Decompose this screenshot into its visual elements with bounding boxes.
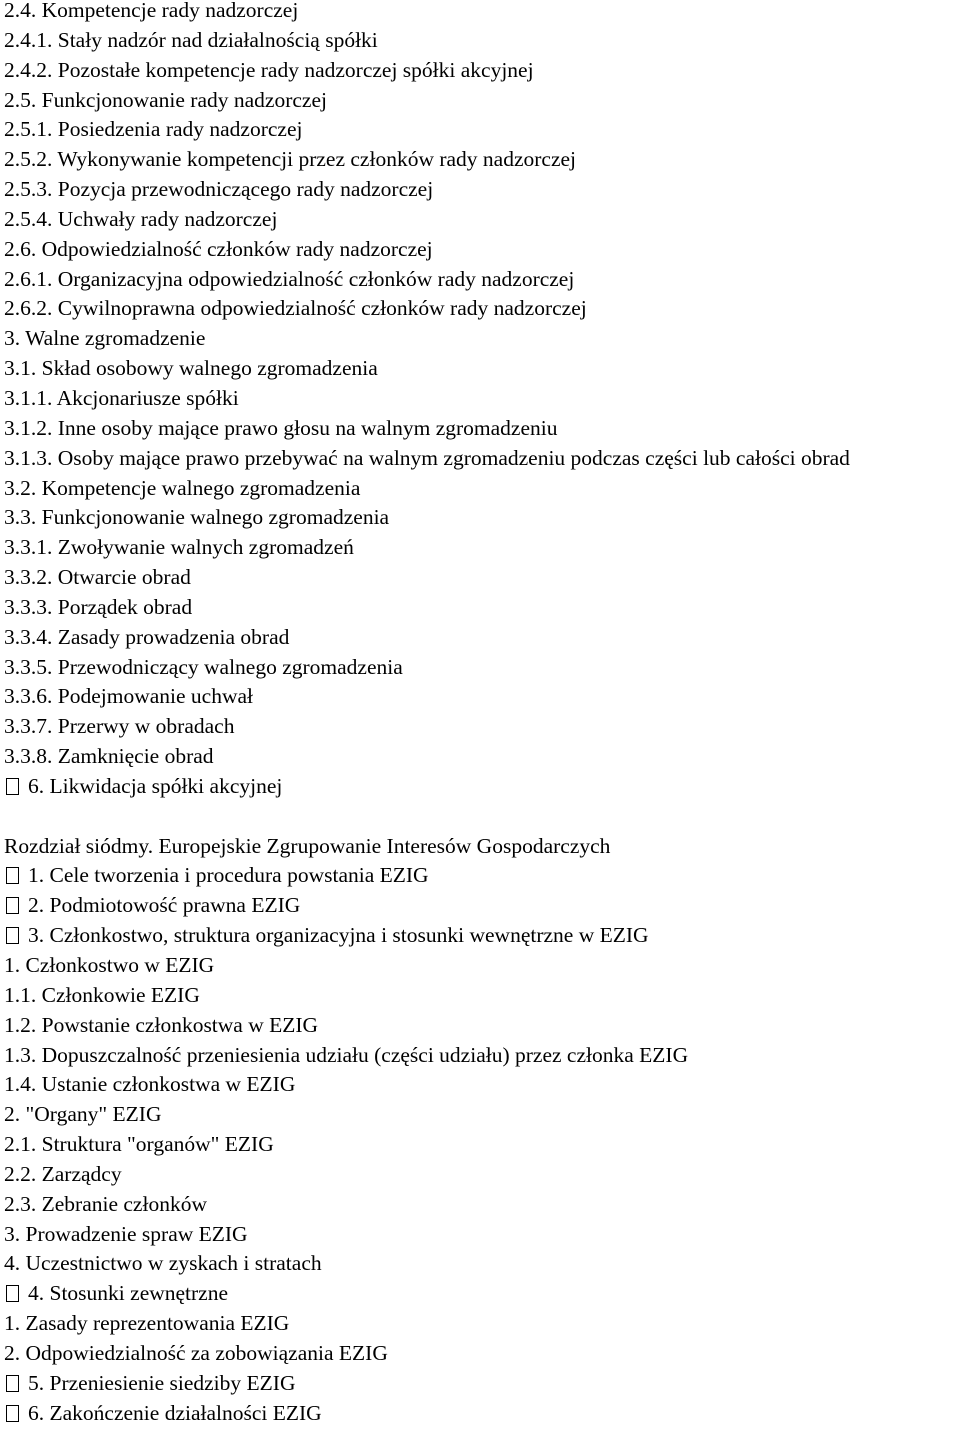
- toc-line-text: 2.6. Odpowiedzialność członków rady nadzorczej: [4, 236, 433, 261]
- toc-line-text: 2.5.4. Uchwały rady nadzorczej: [4, 206, 278, 231]
- document-text: [4, 0, 956, 1429]
- toc-line-text: 6. Zakończenie działalności EZIG: [28, 1400, 322, 1425]
- toc-line: [4, 653, 956, 683]
- toc-line-text: 6. Likwidacja spółki akcyjnej: [28, 773, 283, 798]
- toc-line-text: 3.3.6. Podejmowanie uchwał: [4, 684, 253, 709]
- toc-line: [4, 294, 956, 324]
- toc-line-text: 4. Uczestnictwo w zyskach i stratach: [4, 1251, 322, 1276]
- toc-line: [4, 742, 956, 772]
- toc-line-text: Rozdział siódmy. Europejskie Zgrupowanie Interesów Gospodarczych: [4, 833, 611, 858]
- toc-line-text: 3.1. Skład osobowy walnego zgromadzenia: [4, 356, 378, 381]
- toc-line: [4, 1309, 956, 1339]
- toc-line: [4, 384, 956, 414]
- toc-line: [4, 682, 956, 712]
- toc-line-text: 2. "Organy" EZIG: [4, 1102, 162, 1127]
- blank-line: [4, 802, 956, 832]
- toc-line-text: 2.5.1. Posiedzenia rady nadzorczej: [4, 117, 303, 142]
- toc-line-text: 3. Członkostwo, struktura organizacyjna i stosunki wewnętrzne w EZIG: [28, 923, 649, 948]
- checkbox-glyph-icon: [6, 1285, 19, 1302]
- toc-line-text: 5. Przeniesienie siedziby EZIG: [28, 1370, 296, 1395]
- toc-line-text: 1. Członkostwo w EZIG: [4, 953, 215, 977]
- toc-line-text: 1.4. Ustanie członkostwa w EZIG: [4, 1072, 296, 1097]
- toc-line-text: 3.1.1. Akcjonariusze spółki: [4, 385, 239, 410]
- toc-line: [4, 981, 956, 1011]
- toc-line: [4, 1249, 956, 1279]
- toc-line: [4, 1399, 956, 1429]
- toc-line-text: 3.1.2. Inne osoby mające prawo głosu na walnym zgromadzeniu: [4, 415, 558, 440]
- toc-line-text: 2.5. Funkcjonowanie rady nadzorczej: [4, 87, 327, 112]
- toc-line-text: 3.3. Funkcjonowanie walnego zgromadzenia: [4, 505, 390, 530]
- toc-line-text: 2. Odpowiedzialność za zobowiązania EZIG: [4, 1340, 388, 1365]
- toc-line: [4, 623, 956, 653]
- toc-line: [4, 0, 956, 26]
- toc-line: [4, 1041, 956, 1071]
- toc-line: [4, 1070, 956, 1100]
- toc-line: [4, 86, 956, 116]
- toc-line-text: 2.5.2. Wykonywanie kompetencji przez członków rady nadzorczej: [4, 147, 577, 172]
- toc-line: [4, 563, 956, 593]
- toc-line-text: 1. Cele tworzenia i procedura powstania EZIG: [28, 863, 429, 888]
- toc-line-text: 3. Walne zgromadzenie: [4, 326, 206, 351]
- toc-line: [4, 1369, 956, 1399]
- toc-line-text: 2.2. Zarządcy: [4, 1161, 122, 1186]
- toc-line-text: 2.6.2. Cywilnoprawna odpowiedzialność członków rady nadzorczej: [4, 296, 587, 321]
- toc-line-text: 1.3. Dopuszczalność przeniesienia udziału (części udziału) przez członka EZIG: [4, 1042, 689, 1067]
- toc-line: [4, 324, 956, 354]
- toc-line-text: 1. Zasady reprezentowania EZIG: [4, 1311, 290, 1336]
- toc-line: [4, 772, 956, 802]
- toc-line: [4, 891, 956, 921]
- toc-line-text: 3.3.4. Zasady prowadzenia obrad: [4, 624, 290, 649]
- toc-line: [4, 533, 956, 563]
- toc-line-text: 4. Stosunki zewnętrzne: [28, 1281, 229, 1306]
- toc-line-text: 2.1. Struktura "organów" EZIG: [4, 1132, 274, 1157]
- toc-line-text: 2.6.1. Organizacyjna odpowiedzialność członków rady nadzorczej: [4, 266, 575, 291]
- toc-line-text: 3.1.3. Osoby mające prawo przebywać na walnym zgromadzeniu podczas części lub całości obrad: [4, 445, 850, 470]
- toc-line: [4, 1011, 956, 1041]
- toc-line: [4, 861, 956, 891]
- toc-line: [4, 503, 956, 533]
- toc-line-text: 3.3.3. Porządek obrad: [4, 594, 193, 619]
- toc-line: [4, 444, 956, 474]
- toc-line: [4, 145, 956, 175]
- toc-line-text: 3.3.1. Zwoływanie walnych zgromadzeń: [4, 535, 354, 560]
- toc-line: [4, 414, 956, 444]
- toc-line: [4, 1130, 956, 1160]
- checkbox-glyph-icon: [6, 867, 19, 884]
- toc-line-text: 2.4.2. Pozostałe kompetencje rady nadzorczej spółki akcyjnej: [4, 57, 534, 82]
- checkbox-glyph-icon: [6, 897, 19, 914]
- toc-line-text: 2.4. Kompetencje rady nadzorczej: [4, 0, 299, 22]
- toc-line-text: 2. Podmiotowość prawna EZIG: [28, 893, 301, 918]
- toc-line: [4, 951, 956, 981]
- toc-line: [4, 1220, 956, 1250]
- checkbox-glyph-icon: [6, 1405, 19, 1422]
- toc-line: [4, 354, 956, 384]
- toc-line-text: 3.2. Kompetencje walnego zgromadzenia: [4, 475, 361, 500]
- toc-line: [4, 265, 956, 295]
- toc-line: [4, 1160, 956, 1190]
- toc-line-text: 2.4.1. Stały nadzór nad działalnością spółki: [4, 27, 378, 52]
- toc-line-text: 3.3.5. Przewodniczący walnego zgromadzenia: [4, 654, 403, 679]
- toc-line: [4, 175, 956, 205]
- toc-line-text: 3. Prowadzenie spraw EZIG: [4, 1221, 248, 1246]
- toc-line-text: 3.3.8. Zamknięcie obrad: [4, 744, 214, 769]
- checkbox-glyph-icon: [6, 1375, 19, 1392]
- toc-line: [4, 921, 956, 951]
- toc-line: [4, 56, 956, 86]
- toc-line: [4, 1100, 956, 1130]
- toc-line-text: 3.3.2. Otwarcie obrad: [4, 565, 191, 590]
- toc-line: [4, 832, 956, 862]
- toc-line-text: 2.3. Zebranie członków: [4, 1191, 207, 1216]
- toc-line-text: 1.2. Powstanie członkostwa w EZIG: [4, 1012, 319, 1037]
- toc-line: [4, 205, 956, 235]
- toc-line-text: 1.1. Członkowie EZIG: [4, 982, 200, 1007]
- toc-line-text: 2.5.3. Pozycja przewodniczącego rady nadzorczej: [4, 177, 434, 202]
- toc-line: [4, 1339, 956, 1369]
- toc-line-text: 3.3.7. Przerwy w obradach: [4, 714, 235, 739]
- toc-line: [4, 26, 956, 56]
- checkbox-glyph-icon: [6, 927, 19, 944]
- toc-line: [4, 474, 956, 504]
- toc-line: [4, 235, 956, 265]
- checkbox-glyph-icon: [6, 778, 19, 795]
- toc-line: [4, 593, 956, 623]
- toc-line: [4, 115, 956, 145]
- toc-line: [4, 1279, 956, 1309]
- toc-line: [4, 1190, 956, 1220]
- toc-line: [4, 712, 956, 742]
